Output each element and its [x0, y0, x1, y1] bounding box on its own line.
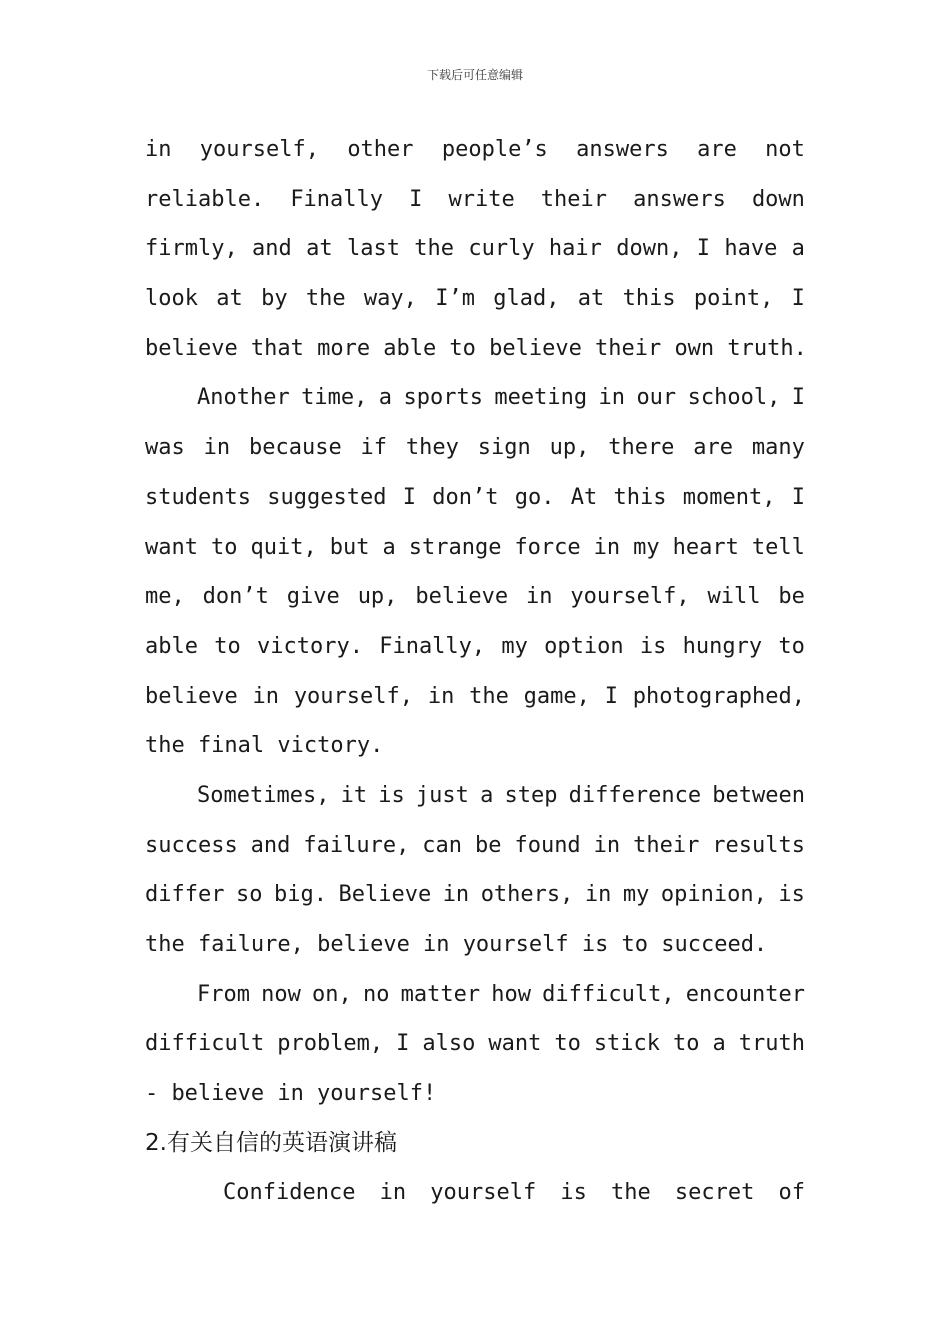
text-line: Sometimes, it is just a step difference between: [197, 782, 805, 808]
paragraph: [145, 970, 805, 1119]
text-line: the final victory.: [145, 733, 384, 759]
page-header: 下载后可任意编辑: [426, 68, 523, 82]
text-line: firmly, and at last the curly hair down, I have a: [145, 236, 805, 262]
paragraph: [145, 1168, 805, 1218]
text-line: reliable. Finally I write their answers down: [145, 186, 805, 212]
text-line: me, don’t give up, believe in yourself, will be: [145, 584, 805, 610]
text-line: the failure, believe in yourself is to succeed.: [145, 932, 768, 957]
text-line: believe that more able to believe their own truth.: [145, 335, 807, 361]
text-line: Confidence in yourself is the secret of: [223, 1180, 805, 1206]
text-line: success and failure, can be found in their results: [145, 832, 805, 858]
text-line: want to quit, but a strange force in my heart tell: [145, 534, 805, 560]
text-line: Another time, a sports meeting in our school, I: [197, 385, 805, 411]
text-line: look at by the way, I’m glad, at this point, I: [145, 286, 805, 312]
section-heading: 2.有关自信的英语演讲稿: [145, 1129, 397, 1156]
text-line: - believe in yourself!: [145, 1081, 437, 1107]
text-line: able to victory. Finally, my option is hungry to: [145, 633, 805, 659]
document-body: [145, 125, 805, 1218]
text-line: difficult problem, I also want to stick to a truth: [145, 1031, 805, 1057]
text-line: students suggested I don’t go. At this moment, I: [145, 484, 805, 510]
text-line: From now on, no matter how difficult, encounter: [197, 981, 805, 1007]
paragraph: [145, 771, 805, 970]
paragraph: [145, 373, 805, 771]
text-line: differ so big. Believe in others, in my opinion, is: [145, 882, 805, 908]
text-line: was in because if they sign up, there are many: [145, 435, 805, 461]
paragraph: [145, 125, 805, 373]
text-line: in yourself, other people’s answers are not: [145, 137, 805, 162]
text-line: believe in yourself, in the game, I photographed,: [145, 683, 805, 709]
